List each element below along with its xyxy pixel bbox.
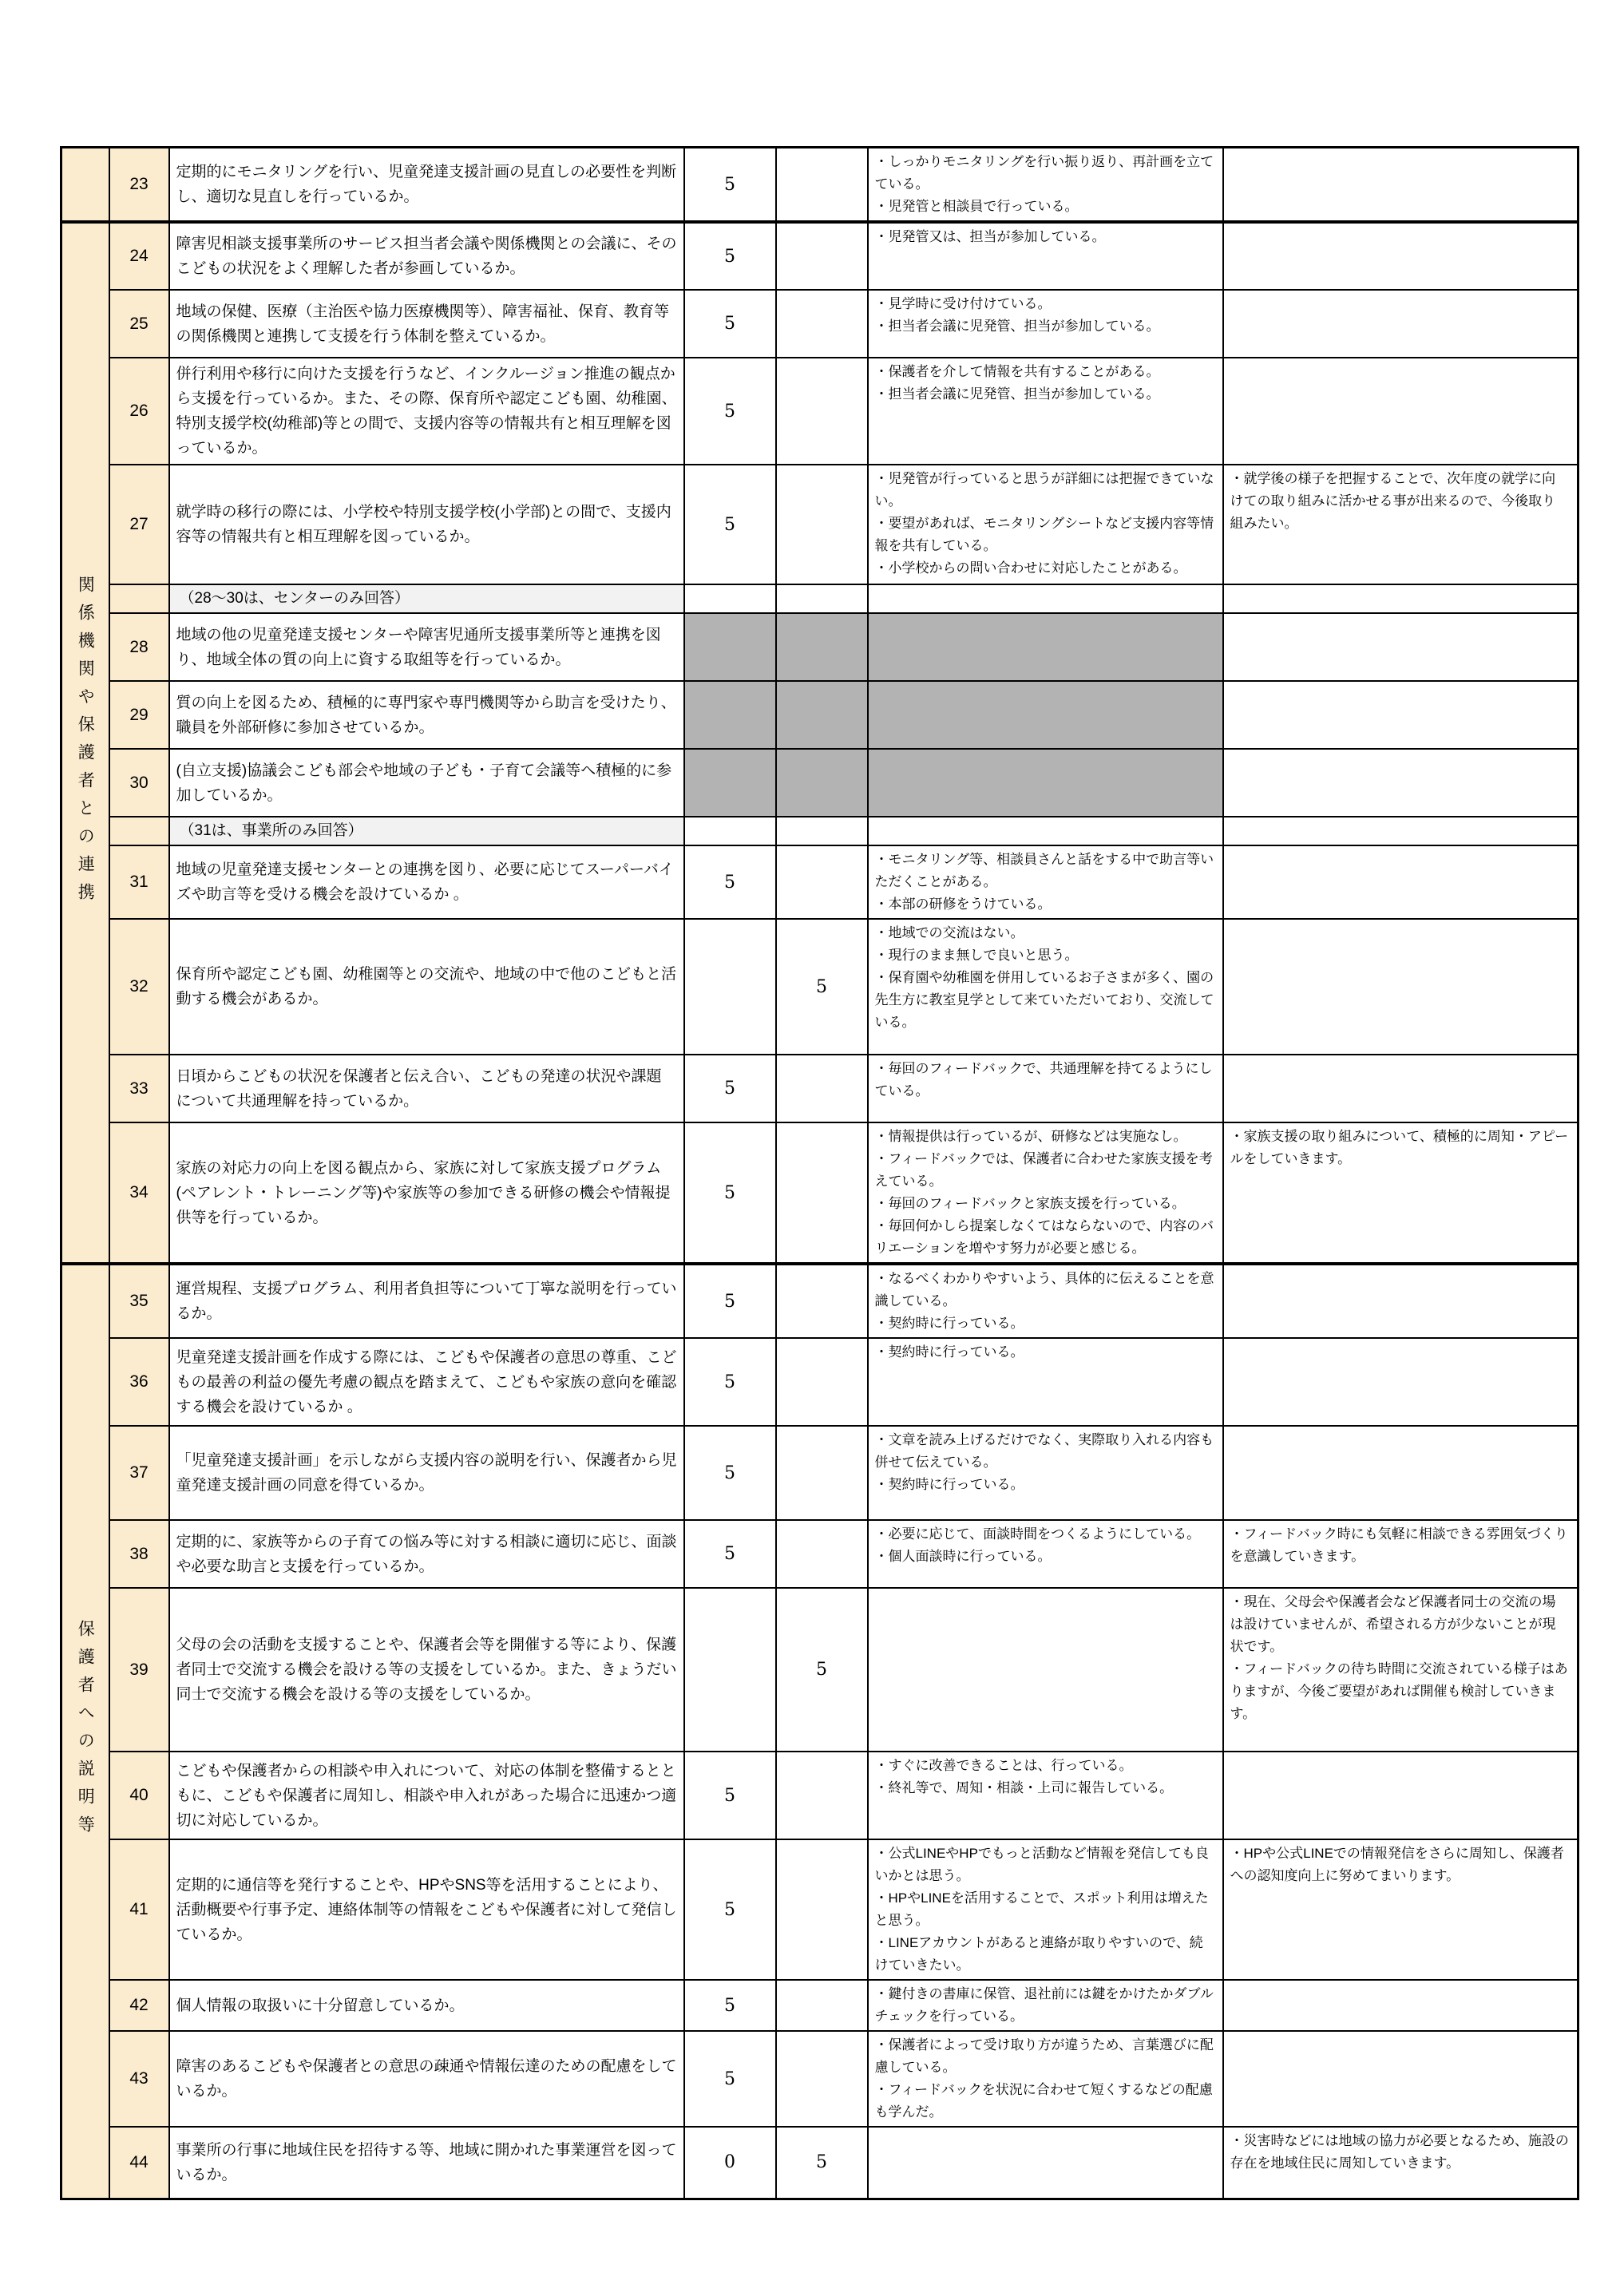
question-text: 運営規程、支援プログラム、利用者負担等について丁寧な説明を行っているか。 [176,1281,677,1322]
score-column-2-cell [776,1520,868,1588]
note-cell [1223,2127,1578,2199]
score-column-2-cell [776,1839,868,1980]
comment-bullet: ・児発管と相談員で行っている。 [874,199,1079,214]
row-number-cell [109,1839,169,1980]
comment-bullet: ・地域での交流はない。 [874,925,1024,940]
note-cell [1223,681,1578,749]
score-column-1-cell: 5 [684,1426,776,1520]
comment-bullet: ・鍵付きの書庫に保管、退社前には鍵をかけたかダブルチェックを行っている。 [874,1986,1214,2024]
comment-bullet: ・見学時に受け付けている。 [874,296,1052,311]
note-bullet: ・家族支援の取り組みについて、積極的に周知・アピールをしていきます。 [1230,1129,1569,1166]
question-cell [169,1122,684,1264]
question-cell [169,2127,684,2199]
row-number: 32 [129,977,149,996]
score-column-2-cell [776,613,868,681]
comment-bullet: ・保護者を介して情報を共有することがある。 [874,364,1160,379]
score-column-1-cell: 5 [684,1122,776,1264]
note-cell [1223,613,1578,681]
question-text: 地域の児童発達支援センターとの連携を図り、必要に応じてスーパーバイズや助言等を受ける機会を設けているか 。 [176,861,674,903]
group-label: 関係機関や保護者との連携 [76,575,95,911]
score-column-1-cell: 5 [684,2031,776,2127]
question-text: (自立支援)協議会こども部会や地域の子ども・子育て会議等へ積極的に参加しているか。 [176,762,672,804]
question-text: 児童発達支援計画を作成する際には、こどもや保護者の意思の尊重、こどもの最善の利益の優先考慮の観点を踏まえて、こどもや家族の意向を確認する機会を設けているか 。 [176,1348,677,1415]
comment-bullet: ・児発管が行っていると思うが詳細には把握できていない。 [874,471,1214,509]
question-cell [169,613,684,681]
comment-bullet: ・担当者会議に児発管、担当が参加している。 [874,386,1160,402]
table-row [61,2127,1578,2199]
score-column-2-cell [776,148,868,223]
row-number-cell [109,222,169,290]
note-cell [1223,1338,1578,1426]
table-row [61,1055,1578,1122]
score-column-1-cell [684,613,776,681]
row-number-cell [109,845,169,919]
comment-cell [868,817,1223,845]
comment-bullet: ・必要に応じて、面談時間をつくるようにしている。 [874,1526,1201,1542]
row-number-cell [109,1426,169,1520]
question-cell [169,1055,684,1122]
question-text: 質の向上を図るため、積極的に専門家や専門機関等から助言を受けたり、職員を外部研修に参加させているか。 [176,694,676,736]
table-row [61,2031,1578,2127]
row-number: 33 [129,1079,149,1098]
comment-bullet: ・公式LINEやHPでもっと活動など情報を発信しても良いかとは思う。 [874,1846,1209,1883]
note-cell [1223,358,1578,465]
comment-cell [868,584,1223,613]
score-column-2-cell [776,1980,868,2031]
score-column-1-cell: 5 [684,465,776,584]
score-column-2-cell [776,2031,868,2127]
question-cell [169,1520,684,1588]
score-column-2-cell [776,681,868,749]
comment-bullet: ・毎回のフィードバックで、共通理解を持てるようにしている。 [874,1061,1213,1099]
row-number: 28 [129,637,149,656]
note-bullet: ・フィードバックの待ち時間に交流されている様子はありますが、今後ご要望があれば開催も検討していきます。 [1230,1661,1568,1721]
question-text: 障害のあるこどもや保護者との意思の疎通や情報伝達のための配慮をしているか。 [176,2058,677,2100]
comment-bullet: ・しっかりモニタリングを行い振り返り、再計画を立てている。 [874,154,1214,192]
comment-cell [868,1426,1223,1520]
question-text: 個人情報の取扱いに十分留意しているか。 [176,1997,465,2014]
table-row [61,613,1578,681]
question-text: 障害児相談支援事業所のサービス担当者会議や関係機関との会議に、そのこどもの状況をよく理解した者が参画しているか。 [176,236,677,277]
question-cell [169,1426,684,1520]
question-text: 父母の会の活動を支援することや、保護者会等を開催する等により、保護者同士で交流する機会を設ける等の支援をしているか。また、きょうだい同士で交流する機会を設ける等の支援をしているか。 [176,1637,677,1703]
note-cell [1223,1980,1578,2031]
score-column-2-cell [776,1055,868,1122]
note-cell [1223,845,1578,919]
comment-bullet: ・本部の研修をうけている。 [874,897,1052,912]
note-cell [1223,465,1578,584]
row-number: 37 [129,1463,149,1482]
evaluation-sheet [60,146,1579,2200]
comment-bullet: ・HPやLINEを活用することで、スポット利用は増えたと思う。 [874,1890,1209,1928]
comment-cell [868,358,1223,465]
question-text: 地域の他の児童発達支援センターや障害児通所支援事業所等と連携を図り、地域全体の質の向上に資する取組等を行っているか。 [176,626,661,668]
comment-bullet: ・毎回何かしら提案しなくてはならないので、内容のバリエーションを増やす努力が必要と感じる。 [874,1218,1214,1256]
row-number: 38 [129,1544,149,1563]
row-number: 40 [129,1786,149,1804]
question-cell [169,845,684,919]
comment-bullet: ・毎回のフィードバックと家族支援を行っている。 [874,1196,1186,1211]
note-cell [1223,749,1578,817]
comment-bullet: ・情報提供は行っているが、研修などは実施なし。 [874,1129,1187,1144]
comment-cell [868,1055,1223,1122]
score-column-2-cell [776,749,868,817]
comment-cell [868,919,1223,1055]
note-bullet: ・現在、父母会や保護者会など保護者同士の交流の場は設けていませんが、希望される方が少ないことが現状です。 [1230,1594,1556,1654]
note-cell [1223,1839,1578,1980]
score-column-1-cell: 5 [684,1520,776,1588]
question-text: 定期的にモニタリングを行い、児童発達支援計画の見直しの必要性を判断し、適切な見直しを行っているか。 [176,164,677,205]
row-number-cell [109,1055,169,1122]
table-row [61,1588,1578,1752]
comment-cell [868,613,1223,681]
row-number-cell [109,1520,169,1588]
row-number-cell [109,148,169,223]
score-column-1-cell: 5 [684,1055,776,1122]
table-row [61,1426,1578,1520]
question-cell [169,919,684,1055]
note-cell [1223,290,1578,358]
row-number: 43 [129,2069,149,2088]
note-cell [1223,148,1578,223]
score-column-2-cell [776,817,868,845]
comment-bullet: ・契約時に行っている。 [874,1316,1024,1331]
row-number: 31 [129,873,149,891]
comment-cell [868,1752,1223,1839]
score-column-1-cell [684,1588,776,1752]
table-row [61,1264,1578,1338]
question-cell [169,2031,684,2127]
row-number-cell [109,1264,169,1338]
question-cell [169,749,684,817]
comment-bullet: ・個人面談時に行っている。 [874,1549,1052,1564]
table-row [61,1839,1578,1980]
score-column-2-cell: 5 [776,919,868,1055]
score-column-2-cell [776,465,868,584]
comment-bullet: ・契約時に行っている。 [874,1344,1024,1360]
note-cell [1223,1055,1578,1122]
row-number-cell [109,290,169,358]
comment-bullet: ・フィードバックでは、保護者に合わせた家族支援を考えている。 [874,1151,1213,1189]
comment-cell [868,1588,1223,1752]
comment-cell [868,465,1223,584]
comment-bullet: ・現行のまま無しで良いと思う。 [874,948,1079,963]
row-number-cell [109,1752,169,1839]
score-column-1-cell [684,749,776,817]
comment-bullet: ・児発管又は、担当が参加している。 [874,229,1106,244]
comment-cell [868,1839,1223,1980]
table-row [61,681,1578,749]
score-column-2-cell: 5 [776,2127,868,2199]
comment-cell [868,2127,1223,2199]
table-row [61,845,1578,919]
row-number: 42 [129,1996,149,2014]
question-text: 地域の保健、医療（主治医や協力医療機関等）、障害福祉、保育、教育等の関係機関と連携して支援を行う体制を整えているか。 [176,303,670,345]
row-number-cell [109,1588,169,1752]
question-text: 就学時の移行の際には、小学校や特別支援学校(小学部)との間で、支援内容等の情報共有と相互理解を図っているか。 [176,504,671,545]
comment-bullet: ・LINEアカウントがあると連絡が取りやすいので、続けていきたい。 [874,1935,1203,1973]
question-cell [169,1338,684,1426]
row-number-cell [109,358,169,465]
question-text: 「児童発達支援計画」を示しながら支援内容の説明を行い、保護者から児童発達支援計画の同意を得ているか。 [176,1452,677,1494]
row-number-cell [109,1122,169,1264]
comment-bullet: ・小学校からの問い合わせに対応したことがある。 [874,560,1187,576]
score-column-1-cell [684,919,776,1055]
question-text: 併行利用や移行に向けた支援を行うなど、インクルージョン推進の観点から支援を行っているか。また、その際、保育所や認定こども園、幼稚園、特別支援学校(幼稚部)等との間で、支援内容等の情報共有と相互理解を図っているか。 [176,366,677,457]
note-bullet: ・災害時などには地域の協力が必要となるため、施設の存在を地域住民に周知していきます。 [1230,2133,1569,2171]
score-column-1-cell: 5 [684,1839,776,1980]
row-number-cell [109,2127,169,2199]
question-text: 事業所の行事に地域住民を招待する等、地域に開かれた事業運営を図っているか。 [176,2141,677,2183]
row-number-cell [109,1338,169,1426]
subheader-cell [169,817,684,845]
comment-bullet: ・契約時に行っている。 [874,1477,1024,1492]
row-number: 25 [129,314,149,333]
table-row [61,1520,1578,1588]
comment-bullet: ・フィードバックを状況に合わせて短くするなどの配慮も学んだ。 [874,2082,1213,2120]
score-column-1-cell: 5 [684,1338,776,1426]
score-column-2-cell [776,1122,868,1264]
score-column-1-cell: 5 [684,1980,776,2031]
comment-cell [868,1264,1223,1338]
score-column-2-cell: 5 [776,1588,868,1752]
note-cell [1223,1520,1578,1588]
note-cell [1223,1122,1578,1264]
question-text: 定期的に通信等を発行することや、HPやSNS等を活用することにより、活動概要や行事予定、連絡体制等の情報をこどもや保護者に対して発信しているか。 [176,1876,677,1943]
comment-bullet: ・要望があれば、モニタリングシートなど支援内容等情報を共有している。 [874,516,1214,553]
note-cell [1223,2031,1578,2127]
question-text: 定期的に、家族等からの子育ての悩み等に対する相談に適切に応じ、面談や必要な助言と支援を行っているか。 [176,1533,677,1575]
score-column-1-cell [684,817,776,845]
table-row [61,1338,1578,1426]
table-row [61,749,1578,817]
group-cell [61,222,109,1264]
score-column-2-cell [776,1264,868,1338]
row-number: 30 [129,773,149,792]
question-cell [169,222,684,290]
score-column-2-cell [776,1338,868,1426]
score-column-1-cell [684,584,776,613]
row-number: 44 [129,2152,149,2171]
comment-bullet: ・モニタリング等、相談員さんと話をする中で助言等いただくことがある。 [874,852,1214,889]
row-number-cell [109,2031,169,2127]
subheader-row [61,817,1578,845]
group-label: 保護者への説明等 [76,1619,95,1843]
note-cell [1223,1588,1578,1752]
question-text: 家族の対応力の向上を図る観点から、家族に対して家族支援プログラム(ペアレント・トレーニング等)や家族等の参加できる研修の機会や情報提供等を行っているか。 [176,1159,671,1226]
comment-cell [868,2031,1223,2127]
question-cell [169,465,684,584]
group-cell [61,1264,109,2199]
question-cell [169,681,684,749]
row-number-cell [109,613,169,681]
row-number-cell [109,919,169,1055]
comment-cell [868,1338,1223,1426]
table-row [61,1122,1578,1264]
row-number: 26 [129,402,149,420]
row-number: 24 [129,247,149,265]
table-row [61,290,1578,358]
question-text: 保育所や認定こども園、幼稚園等との交流や、地域の中で他のこどもと活動する機会があるか。 [176,966,677,1007]
table-body [61,148,1578,2199]
question-cell [169,358,684,465]
comment-cell [868,681,1223,749]
question-cell [169,290,684,358]
question-cell [169,148,684,223]
comment-bullet: ・担当者会議に児発管、担当が参加している。 [874,319,1160,334]
comment-bullet: ・保護者によって受け取り方が違うため、言葉選びに配慮している。 [874,2037,1214,2075]
comment-cell [868,749,1223,817]
comment-cell [868,1520,1223,1588]
comment-bullet: ・保育園や幼稚園を併用しているお子さまが多く、園の先生方に教室見学として来ていただいており、交流している。 [874,970,1214,1030]
row-number: 27 [129,515,149,533]
table-row [61,148,1578,223]
table-row [61,919,1578,1055]
note-cell [1223,584,1578,613]
comment-bullet: ・文章を読み上げるだけでなく、実際取り入れる内容も併せて伝えている。 [874,1432,1214,1470]
question-text: こどもや保護者からの相談や申入れについて、対応の体制を整備するとともに、こどもや保護者に周知し、相談や申入れがあった場合に迅速かつ適切に対応しているか。 [176,1762,677,1829]
subheader-text: （28～30は、センターのみ回答） [179,590,410,607]
question-text: 日頃からこどもの状況を保護者と伝え合い、こどもの発達の状況や課題について共通理解を持っているか。 [176,1067,662,1110]
row-number-cell [109,749,169,817]
score-column-1-cell: 5 [684,358,776,465]
score-column-1-cell: 5 [684,222,776,290]
comment-cell [868,1122,1223,1264]
comment-bullet: ・なるべくわかりやすいよう、具体的に伝えることを意識している。 [874,1271,1214,1308]
score-column-2-cell [776,584,868,613]
question-cell [169,1839,684,1980]
note-bullet: ・フィードバック時にも気軽に相談できる雰囲気づくりを意識していきます。 [1230,1526,1568,1564]
score-column-1-cell: 5 [684,845,776,919]
question-cell [169,1752,684,1839]
comment-bullet: ・すぐに改善できることは、行っている。 [874,1758,1133,1773]
group-cell [61,148,109,223]
row-number-cell [109,817,169,845]
score-column-2-cell [776,1752,868,1839]
note-cell [1223,817,1578,845]
subheader-text: （31は、事業所のみ回答） [179,822,363,839]
comment-cell [868,845,1223,919]
subheader-cell [169,584,684,613]
score-column-1-cell: 5 [684,290,776,358]
row-number-cell [109,584,169,613]
row-number: 41 [129,1900,149,1918]
note-cell [1223,1264,1578,1338]
note-cell [1223,1426,1578,1520]
question-cell [169,1980,684,2031]
score-column-1-cell: 0 [684,2127,776,2199]
table-row [61,465,1578,584]
score-column-2-cell [776,845,868,919]
score-column-1-cell: 5 [684,1752,776,1839]
subheader-row [61,584,1578,613]
score-column-2-cell [776,290,868,358]
score-column-2-cell [776,358,868,465]
row-number: 29 [129,705,149,724]
row-number: 23 [129,175,149,193]
assessment-table [60,146,1579,2200]
question-cell [169,1588,684,1752]
row-number-cell [109,1980,169,2031]
comment-bullet: ・終礼等で、周知・相談・上司に報告している。 [874,1780,1174,1795]
table-row [61,1752,1578,1839]
comment-cell [868,1980,1223,2031]
row-number: 36 [129,1372,149,1391]
score-column-1-cell: 5 [684,1264,776,1338]
row-number: 35 [129,1292,149,1310]
table-row [61,222,1578,290]
row-number: 39 [129,1660,149,1679]
table-row [61,358,1578,465]
row-number: 34 [129,1183,149,1201]
row-number-cell [109,465,169,584]
score-column-2-cell [776,1426,868,1520]
score-column-1-cell [684,681,776,749]
note-bullet: ・HPや公式LINEでの情報発信をさらに周知し、保護者への認知度向上に努めてまいります。 [1230,1846,1564,1883]
comment-cell [868,222,1223,290]
note-bullet: ・就学後の様子を把握することで、次年度の就学に向けての取り組みに活かせる事が出来るので、今後取り組みたい。 [1230,471,1556,531]
question-cell [169,1264,684,1338]
table-row [61,1980,1578,2031]
note-cell [1223,919,1578,1055]
row-number-cell [109,681,169,749]
comment-cell [868,290,1223,358]
score-column-1-cell: 5 [684,148,776,223]
comment-cell [868,148,1223,223]
score-column-2-cell [776,222,868,290]
note-cell [1223,222,1578,290]
note-cell [1223,1752,1578,1839]
